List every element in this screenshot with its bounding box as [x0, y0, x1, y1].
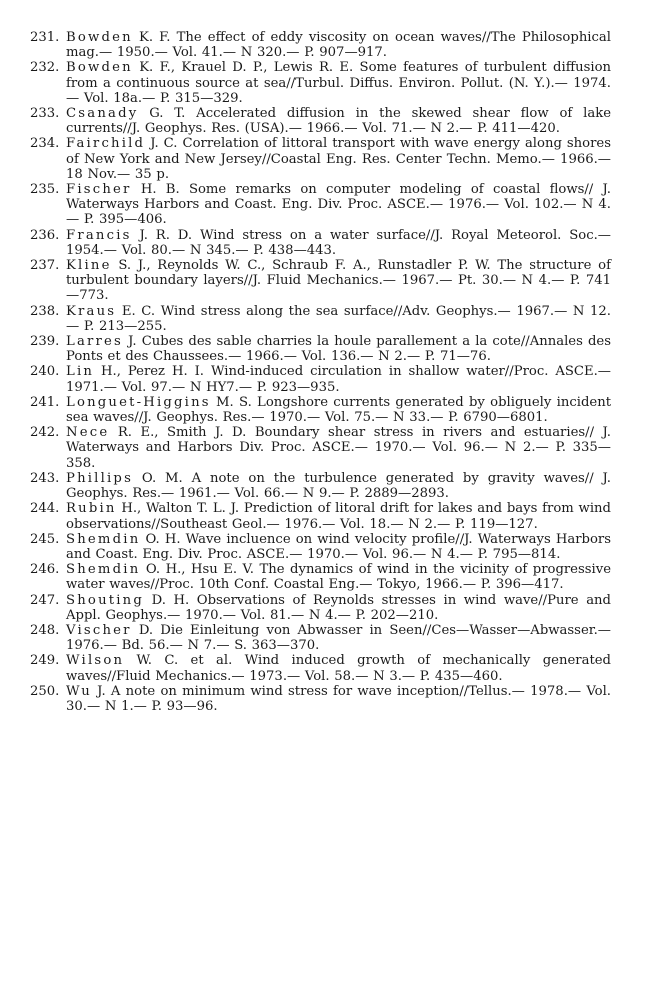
reference-author: Kline — [66, 258, 112, 274]
reference-author: Nece — [66, 425, 110, 441]
reference-entry — [0, 395, 647, 425]
reference-list — [0, 30, 647, 714]
reference-entry — [0, 501, 647, 531]
reference-author: Francis — [66, 227, 132, 243]
reference-text: E. C. Wind stress along the sea surface//Adv. Geophys.— 1967.— N 12.— P. 213—255. — [66, 303, 611, 334]
reference-text: R. E., Smith J. D. Boundary shear stress in rivers and estuaries// J. Waterways and Harbors Div. Proc. ASCE.— 1970.— Vol. 96.— N 2.— P. 335—358. — [66, 425, 611, 471]
reference-entry — [0, 623, 647, 653]
reference-text: D. Die Einleitung von Abwasser in Seen//Ces—Wasser—Abwasser.— 1976.— Bd. 56.— N 7.— S. 363—370. — [66, 622, 611, 654]
reference-author: Fairchild — [66, 136, 146, 152]
reference-text: S. J., Reynolds W. C., Schraub F. A., Runstadler P. W. The structure of turbulent boundary layers//J. Fluid Mechanics.— 1967.— Pt. 30.— N 4.— P. 741—773. — [66, 258, 611, 304]
reference-entry — [0, 653, 647, 683]
reference-author: Rubin — [66, 501, 117, 517]
reference-text: O. M. A note on the turbulence generated by gravity waves// J. Geophys. Res.— 1961.— Vol. 66.— N 9.— P. 2889—2893. — [66, 470, 611, 502]
reference-entry — [0, 562, 647, 592]
reference-text: H. B. Some remarks on computer modeling of coastal flows// J. Waterways Harbors and Coast. Eng. Div. Proc. ASCE.— 1976.— Vol. 102.— N 4.— P. 395—406. — [66, 182, 611, 228]
reference-author: Larres — [66, 334, 123, 350]
reference-entry — [0, 182, 647, 228]
reference-text: H., Walton T. L. J. Prediction of litoral drift for lakes and bays from wind observations//Southeast Geol.— 1976.— Vol. 18.— N 2.— P. 119—127. — [66, 501, 611, 532]
reference-text: K. F., Krauel D. P., Lewis R. E. Some features of turbulent diffusion from a continuous source at sea//Turbul. Diffus. Environ. Pollut. (N. Y.).— 1974.— Vol. 18a.— P. 315—329. — [66, 60, 611, 106]
reference-text: J. C. Correlation of littoral transport with wave energy along shores of New York and New Jersey//Coastal Eng. Res. Center Techn. Memo.— 1966.— 18 Nov.— 35 p. — [66, 136, 611, 182]
reference-number: 243. — [30, 470, 60, 486]
reference-number: 234. — [30, 136, 60, 152]
reference-author: Phillips — [66, 470, 134, 486]
reference-number: 237. — [30, 258, 60, 274]
reference-entry — [0, 106, 647, 136]
reference-number: 244. — [30, 501, 60, 517]
reference-number: 233. — [30, 106, 60, 122]
reference-author: Lin — [66, 364, 95, 380]
reference-author: Bowden — [66, 60, 133, 76]
reference-text: H., Perez H. I. Wind-induced circulation in shallow water//Proc. ASCE.— 1971.— Vol. 97.— N HY7.— P. 923—935. — [66, 364, 611, 395]
reference-entry — [0, 60, 647, 106]
reference-author: Wu — [66, 683, 92, 699]
reference-number: 248. — [30, 622, 60, 638]
reference-entry — [0, 532, 647, 562]
reference-number: 236. — [30, 227, 60, 243]
reference-number: 250. — [30, 683, 60, 699]
reference-author: Vischer — [66, 622, 132, 638]
reference-text: G. T. Accelerated diffusion in the skewed shear flow of lake currents//J. Geophys. Res. (USA).— 1966.— Vol. 71.— N 2.— P. 411—420. — [66, 106, 611, 137]
reference-author: Kraus — [66, 303, 117, 319]
reference-number: 249. — [30, 653, 60, 669]
reference-text: J. R. D. Wind stress on a water surface//J. Royal Meteorol. Soc.— 1954.— Vol. 80.— N 345.— P. 438—443. — [66, 227, 611, 258]
reference-author: Shouting — [66, 592, 145, 608]
reference-author: Wilson — [66, 653, 125, 669]
reference-entry — [0, 425, 647, 471]
reference-entry — [0, 30, 647, 60]
reference-author: Shemdin — [66, 562, 141, 578]
reference-text: J. A note on minimum wind stress for wave inception//Tellus.— 1978.— Vol. 30.— N 1.— P. 93—96. — [66, 683, 611, 714]
reference-number: 235. — [30, 182, 60, 198]
reference-author: Longuet-Higgins — [66, 394, 211, 410]
reference-text: O. H., Hsu E. V. The dynamics of wind in the vicinity of progressive water waves//Proc. 10th Conf. Coastal Eng.— Tokyo, 1966.— P. 396—417. — [66, 562, 611, 593]
reference-entry — [0, 593, 647, 623]
reference-text: O. H. Wave incluence on wind velocity profile//J. Waterways Harbors and Coast. Eng. Div. Proc. ASCE.— 1970.— Vol. 96.— N 4.— P. 795—814. — [66, 531, 611, 562]
reference-entry — [0, 228, 647, 258]
reference-number: 242. — [30, 425, 60, 441]
reference-text: K. F. The effect of eddy viscosity on ocean waves//The Philosophical mag.— 1950.— Vol. 41.— N 320.— P. 907—917. — [66, 30, 611, 61]
reference-entry — [0, 684, 647, 714]
reference-author: Bowden — [66, 30, 133, 45]
reference-number: 247. — [30, 592, 60, 608]
reference-author: Fischer — [66, 182, 132, 198]
reference-entry — [0, 334, 647, 364]
reference-text: D. H. Observations of Reynolds stresses in wind wave//Pure and Appl. Geophys.— 1970.— Vol. 81.— N 4.— P. 202—210. — [66, 592, 611, 623]
reference-entry — [0, 471, 647, 501]
reference-author: Csanady — [66, 106, 139, 122]
reference-number: 241. — [30, 394, 60, 410]
reference-entry — [0, 136, 647, 182]
reference-number: 239. — [30, 334, 60, 350]
reference-entry — [0, 304, 647, 334]
reference-number: 232. — [30, 60, 60, 76]
reference-text: W. C. et al. Wind induced growth of mechanically generated waves//Fluid Mechanics.— 1973.— Vol. 58.— N 3.— P. 435—460. — [66, 653, 611, 684]
reference-text: J. Cubes des sable charries la houle parallement a la cote//Annales des Ponts et des Chaussees.— 1966.— Vol. 136.— N 2.— P. 71—76. — [66, 334, 611, 365]
reference-entry — [0, 258, 647, 304]
reference-number: 238. — [30, 303, 60, 319]
reference-text: M. S. Longshore currents generated by obliguely incident sea waves//J. Geophys. Res.— 1970.— Vol. 75.— N 33.— P. 6790—6801. — [66, 394, 611, 426]
reference-author: Shemdin — [66, 531, 141, 547]
reference-number: 245. — [30, 531, 60, 547]
reference-entry — [0, 364, 647, 394]
reference-number: 231. — [30, 30, 60, 45]
reference-number: 240. — [30, 364, 60, 380]
reference-number: 246. — [30, 562, 60, 578]
